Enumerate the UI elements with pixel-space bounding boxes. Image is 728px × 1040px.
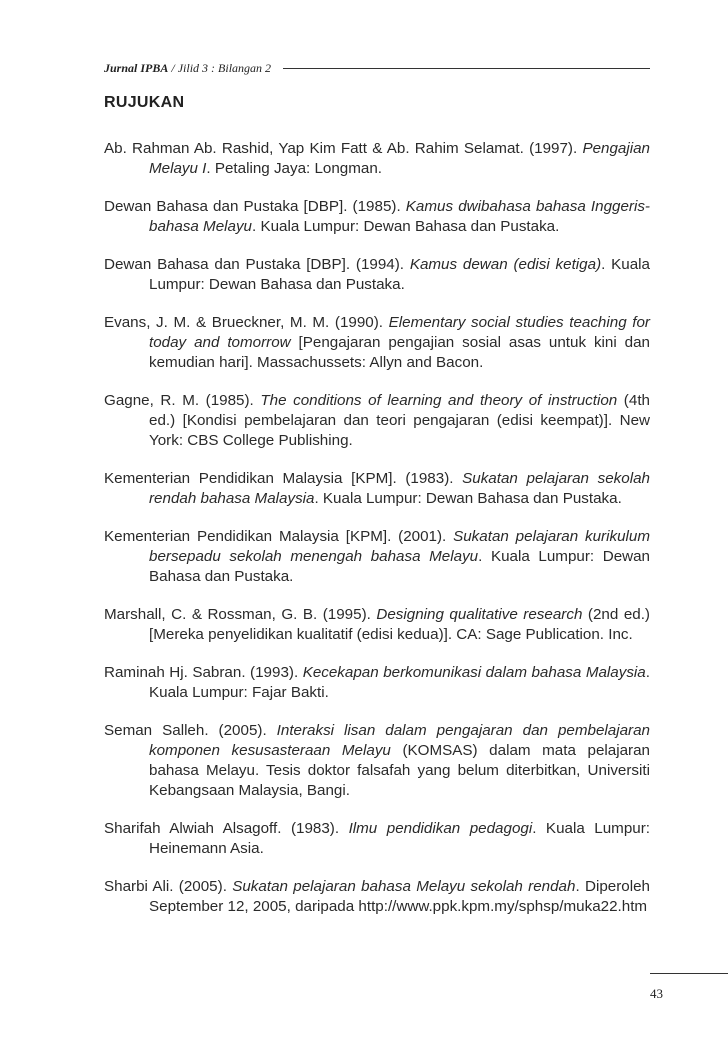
reference-details: . Kuala Lumpur: Dewan Bahasa dan Pustaka. xyxy=(149,548,650,585)
reference-authors: Sharifah Alwiah Alsagoff. (1983). xyxy=(104,820,349,837)
reference-details: (KOMSAS) dalam mata pelajaran bahasa Melayu. Tesis doktor falsafah yang belum diterbitkan, Universiti Kebangsaan Malaysia, Bangi. xyxy=(149,742,650,799)
reference-details: . Kuala Lumpur: Dewan Bahasa dan Pustaka. xyxy=(252,218,560,235)
page-number: 43 xyxy=(650,986,663,1001)
reference-item xyxy=(104,391,650,451)
reference-item xyxy=(104,721,650,801)
reference-details: . Diperoleh September 12, 2005, daripada http://www.ppk.kpm.my/sphsp/muka22.htm xyxy=(149,878,650,915)
reference-title: Sukatan pelajaran bahasa Melayu sekolah rendah xyxy=(232,878,576,895)
reference-authors: Raminah Hj. Sabran. (1993). xyxy=(104,664,303,681)
header-separator: / xyxy=(168,60,178,75)
reference-item xyxy=(104,527,650,587)
running-header xyxy=(104,58,650,78)
journal-name: Jurnal IPBA xyxy=(104,60,169,75)
reference-item xyxy=(104,255,650,295)
reference-title: The conditions of learning and theory of instruction xyxy=(260,392,618,409)
reference-item xyxy=(104,819,650,859)
reference-item xyxy=(104,313,650,373)
reference-title: Kamus dwibahasa bahasa Inggeris-bahasa Melayu xyxy=(149,198,650,235)
reference-details: . Kuala Lumpur: Dewan Bahasa dan Pustaka. xyxy=(314,490,622,507)
reference-title: Designing qualitative research xyxy=(376,606,583,623)
reference-title: Ilmu pendidikan pedagogi xyxy=(348,820,533,837)
reference-list xyxy=(104,139,650,935)
reference-authors: Marshall, C. & Rossman, G. B. (1995). xyxy=(104,606,377,623)
reference-authors: Ab. Rahman Ab. Rashid, Yap Kim Fatt & Ab. Rahim Selamat. (1997). xyxy=(104,140,583,157)
reference-title: Pengajian Melayu I xyxy=(149,140,650,177)
reference-authors: Gagne, R. M. (1985). xyxy=(104,392,261,409)
reference-authors: Sharbi Ali. (2005). xyxy=(104,878,233,895)
journal-volume: Jilid 3 : Bilangan 2 xyxy=(177,60,272,75)
reference-item xyxy=(104,139,650,179)
header-rule xyxy=(283,68,650,69)
reference-authors: Seman Salleh. (2005). xyxy=(104,722,277,739)
reference-title: Kamus dewan (edisi ketiga) xyxy=(409,256,602,273)
reference-authors: Dewan Bahasa dan Pustaka [DBP]. (1985). xyxy=(104,198,406,215)
reference-details: . Petaling Jaya: Longman. xyxy=(206,160,383,177)
reference-details: . Kuala Lumpur: Heinemann Asia. xyxy=(149,820,650,857)
reference-details: . Kuala Lumpur: Fajar Bakti. xyxy=(149,664,650,701)
reference-details: [Pengajaran pengajian sosial asas untuk kini dan kemudian hari]. Massachussets: Allyn and Bacon. xyxy=(149,334,650,371)
reference-title: Interaksi lisan dalam pengajaran dan pembelajaran komponen kesusasteraan Melayu xyxy=(149,722,650,759)
reference-authors: Kementerian Pendidikan Malaysia [KPM]. (2001). xyxy=(104,528,454,545)
reference-details: (4th ed.) [Kondisi pembelajaran dan teori pengajaran (edisi keempat)]. New York: CBS College Publishing. xyxy=(149,392,650,449)
reference-item xyxy=(104,605,650,645)
reference-title: Sukatan pelajaran kurikulum bersepadu sekolah menengah bahasa Melayu xyxy=(149,528,650,565)
reference-item xyxy=(104,469,650,509)
reference-title: Kecekapan berkomunikasi dalam bahasa Malaysia xyxy=(302,664,646,681)
reference-details: . Kuala Lumpur: Dewan Bahasa dan Pustaka. xyxy=(149,256,651,293)
reference-title: Sukatan pelajaran sekolah rendah bahasa Malaysia xyxy=(149,470,650,507)
reference-title: Elementary social studies teaching for today and tomorrow xyxy=(149,314,650,351)
reference-authors: Evans, J. M. & Brueckner, M. M. (1990). xyxy=(104,314,389,331)
reference-item xyxy=(104,877,650,917)
section-title: RUJUKAN xyxy=(104,94,185,111)
reference-details: (2nd ed.) [Mereka penyelidikan kualitatif (edisi kedua)]. CA: Sage Publication. Inc. xyxy=(149,606,650,643)
reference-authors: Kementerian Pendidikan Malaysia [KPM]. (1983). xyxy=(104,470,463,487)
reference-item xyxy=(104,197,650,237)
footer-rule xyxy=(650,973,728,974)
reference-item xyxy=(104,663,650,703)
reference-authors: Dewan Bahasa dan Pustaka [DBP]. (1994). xyxy=(104,256,410,273)
